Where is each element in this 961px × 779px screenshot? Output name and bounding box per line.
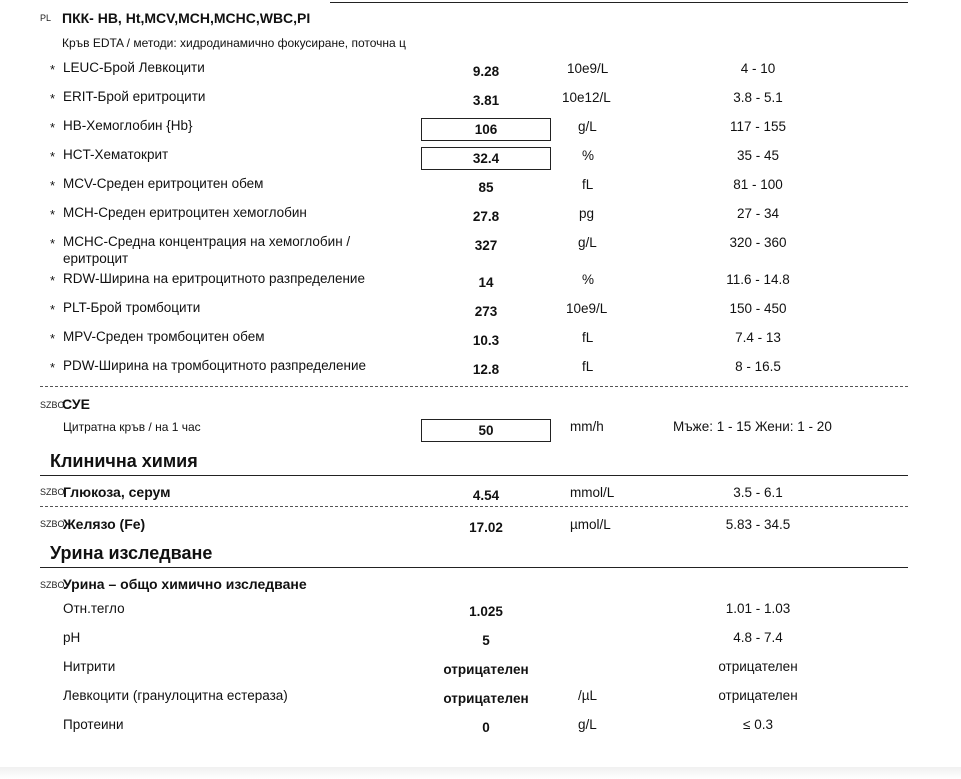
row-name: Отн.тегло [63,601,125,616]
row-name: Левкоцити (гранулоцитна естераза) [63,688,288,703]
row-unit: 10e9/L [567,61,609,76]
row-value: 12.8 [472,362,500,377]
row-star: * [50,273,56,288]
row-unit: fL [582,330,594,345]
row-value: 9.28 [472,64,500,79]
row-value: 17.02 [469,520,503,535]
panel-subtitle: Кръв EDTA / методи: хидродинамично фокусиране, поточна ц [62,36,406,50]
row-name: MCV-Среден еритроцитен обем [63,176,264,191]
row-ref: 3.8 - 5.1 [733,90,783,105]
row-unit: 10e12/L [562,90,611,105]
row-value: отрицателен [443,662,529,677]
row-unit: mmol/L [570,485,615,500]
section-divider [40,386,908,387]
row-name: PLT-Брой тромбоцити [63,300,201,315]
row-value: 327 [474,238,498,253]
row-value: 0 [482,720,490,735]
row-code: SZBO [40,487,65,497]
row-star: * [50,331,56,346]
row-ref: 117 - 155 [729,119,787,134]
row-star: * [50,360,56,375]
row-ref: 7.4 - 13 [735,330,781,345]
chemistry-heading: Клинична химия [50,451,198,471]
row-star: * [50,120,56,135]
row-value: 273 [474,304,498,319]
row-ref: 35 - 45 [736,148,780,163]
row-value: 5 [482,633,490,648]
row-name: Протеини [63,717,124,732]
row-unit: fL [582,359,594,374]
row-ref: 1.01 - 1.03 [725,601,791,616]
row-ref: отрицателен [718,659,798,674]
row-ref: 320 - 360 [729,235,787,250]
row-name: RDW-Ширина на еритроцитното разпределение [63,271,365,286]
row-value: 106 [474,122,498,137]
row-name: pH [63,630,81,645]
row-ref: 11.6 - 14.8 [726,272,790,287]
row-value: 32.4 [472,151,500,166]
row-name: LEUC-Брой Левкоцити [63,60,205,75]
row-unit: g/L [578,119,597,134]
row-star: * [50,91,56,106]
row-unit: /µL [578,688,598,703]
row-ref: 4 - 10 [740,61,776,76]
row-value: 14 [478,275,494,290]
row-name: MCHC-Средна концентрация на хемоглобин / [63,234,351,249]
esr-name: Цитратна кръв / на 1 час [63,420,201,434]
row-star: * [50,236,56,251]
heading-rule [40,567,908,568]
row-value: 4.54 [472,488,500,503]
row-name: ERIT-Брой еритроцити [63,89,206,104]
row-star: * [50,178,56,193]
esr-title: СУЕ [62,396,90,412]
row-divider [40,506,908,507]
row-ref: 3.5 - 6.1 [733,485,783,500]
row-star: * [50,149,56,164]
row-name: Желязо (Fe) [63,516,146,532]
row-name: Нитрити [63,659,116,674]
row-unit: % [582,272,595,287]
esr-unit: mm/h [570,419,604,434]
row-ref: 150 - 450 [729,301,787,316]
esr-ref: Мъже: 1 - 15 Жени: 1 - 20 [673,419,832,434]
row-star: * [50,62,56,77]
row-name: HCT-Хематокрит [63,147,169,162]
row-value: 1.025 [469,604,503,619]
row-ref: 8 - 16.5 [735,359,781,374]
heading-rule [40,475,908,476]
row-ref: отрицателен [718,688,798,703]
esr-code: SZBO [40,400,65,410]
top-divider [330,2,908,3]
row-name: MCH-Среден еритроцитен хемоглобин [63,205,307,220]
row-name-continued: еритроцит [63,251,129,266]
row-name: MPV-Среден тромбоцитен обем [63,329,265,344]
row-value: отрицателен [443,691,529,706]
row-ref: 81 - 100 [733,177,783,192]
row-ref: ≤ 0.3 [743,717,773,732]
row-value: 10.3 [472,333,500,348]
urine-code: SZBO [40,580,65,590]
row-ref: 27 - 34 [736,206,780,221]
row-star: * [50,207,56,222]
row-unit: g/L [578,235,597,250]
esr-value: 50 [478,423,494,438]
row-value: 3.81 [472,93,500,108]
row-star: * [50,302,56,317]
row-code: SZBO [40,519,65,529]
row-name: Глюкоза, серум [63,484,171,500]
row-ref: 4.8 - 7.4 [733,630,783,645]
row-unit: fL [582,177,594,192]
row-unit: g/L [578,717,597,732]
row-unit: 10e9/L [566,301,608,316]
row-ref: 5.83 - 34.5 [725,517,791,532]
row-unit: pg [579,206,595,221]
page-bottom-shadow [0,767,961,779]
row-value: 85 [478,180,494,195]
panel-code: PL [40,13,52,23]
row-name: HB-Хемоглобин {Hb} [63,118,193,133]
row-unit: µmol/L [570,517,611,532]
row-value: 27.8 [472,209,500,224]
urine-heading: Урина изследване [50,543,213,563]
urine-title: Урина – общо химично изследване [63,576,307,592]
row-name: PDW-Ширина на тромбоцитното разпределение [63,358,367,373]
panel-title: ПКК- HB, Ht,MCV,MCH,MCHC,WBC,PI [62,10,311,26]
row-unit: % [582,148,595,163]
